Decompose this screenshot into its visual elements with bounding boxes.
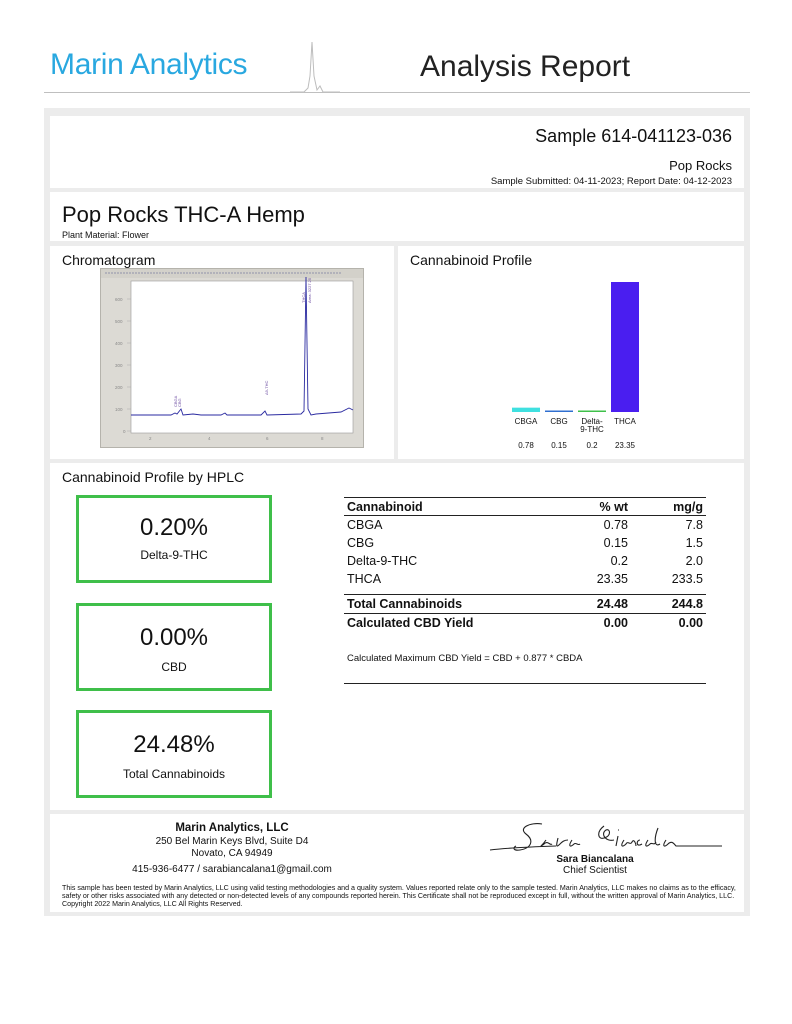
report-title: Analysis Report (420, 50, 631, 83)
category-label: Delta- (581, 417, 603, 426)
product-name: Pop Rocks THC-A Hemp (62, 202, 305, 227)
table-row (344, 534, 706, 552)
total-pct-wt: 24.48 (596, 597, 628, 611)
chromatogram-image (100, 268, 364, 448)
row-mg-g: 7.8 (685, 518, 703, 532)
hplc-panel (50, 463, 744, 810)
row-cannabinoid: THCA (347, 572, 382, 586)
svg-text:400: 400 (115, 341, 123, 346)
svg-text:200: 200 (115, 385, 123, 390)
svg-text:600: 600 (115, 297, 123, 302)
row-mg-g: 233.5 (671, 572, 703, 586)
row-mg-g: 1.5 (685, 536, 703, 550)
cbd-value: 0.00% (139, 624, 209, 651)
row-cannabinoid: CBG (347, 536, 375, 550)
svg-text:2: 2 (149, 436, 152, 441)
disclaimer-text: This sample has been tested by Marin Analytics, LLC using valid testing methodologies and a quality system. Values reported relate only to the sample tested. Marin Analytics, LLC makes no claims as to the efficacy, safety or other risks associated with any detected or non-detected levels of any compounds reported herein. This Certificate shall not be reproduced except in full, without the written approval of Marin Analytics, LLC. Copyright 2022 Marin Analytics, LLC All Rights Reserved. (62, 884, 736, 908)
svg-text:300: 300 (115, 363, 123, 368)
svg-text:THCA: THCA (301, 292, 306, 303)
delta9-thc-box (76, 495, 272, 583)
sample-info-panel (50, 116, 744, 188)
table-row (344, 516, 706, 534)
cbd-yield-formula: Calculated Maximum CBD Yield = CBD + 0.877 * CBDA (347, 653, 583, 664)
bar-cbga (512, 408, 540, 412)
sample-number: Sample 614-041123-036 (535, 126, 732, 146)
delta9-thc-label: Delta-9-THC (140, 548, 208, 562)
svg-text:Area: 3227.25: Area: 3227.25 (307, 277, 312, 303)
hplc-title: Cannabinoid Profile by HPLC (62, 469, 245, 485)
footer-panel (50, 814, 744, 912)
row-pct-wt: 0.15 (603, 536, 628, 550)
header-divider (44, 92, 750, 93)
row-pct-wt: 0.78 (603, 518, 628, 532)
total-mg-g: 244.8 (671, 597, 703, 611)
table-row (344, 570, 706, 588)
plant-material: Plant Material: Flower (62, 230, 150, 240)
cbd-box (76, 603, 272, 691)
svg-text:8: 8 (321, 436, 324, 441)
product-panel (50, 192, 744, 241)
lab-name: Marin Analytics, LLC (175, 822, 289, 834)
profile-chart (398, 246, 744, 459)
yield-pct-wt: 0.00 (603, 616, 628, 630)
row-pct-wt: 0.2 (610, 554, 628, 568)
row-cannabinoid: CBGA (347, 518, 383, 532)
yield-mg-g: 0.00 (678, 616, 703, 630)
profile-title: Cannabinoid Profile (410, 252, 533, 268)
table-bottom-rule (344, 683, 706, 684)
chromatogram-peak-logo (290, 36, 340, 96)
report-frame (44, 108, 750, 916)
table-header-row (344, 497, 706, 516)
cbd-label: CBD (161, 660, 187, 674)
cbd-yield-row (344, 614, 706, 634)
svg-text:4: 4 (208, 436, 211, 441)
svg-text:100: 100 (115, 407, 123, 412)
svg-text:0: 0 (123, 429, 126, 434)
delta9-thc-value: 0.20% (139, 514, 209, 541)
value-label: 23.35 (614, 441, 636, 450)
signer-title: Chief Scientist (563, 865, 627, 876)
header-pct-wt: % wt (599, 500, 628, 514)
total-cannabinoids-row (344, 594, 706, 614)
row-cannabinoid: Delta-9-THC (347, 554, 418, 568)
lab-contact: 415-936-6477 / sarabiancalana1@gmail.com (132, 864, 332, 875)
total-cannabinoids-value: 24.48% (133, 731, 215, 758)
svg-text:500: 500 (115, 319, 123, 324)
svg-text:CBG: CBG (177, 398, 182, 407)
brand-name: Marin Analytics (50, 48, 248, 81)
header-mg-g: mg/g (673, 500, 703, 514)
svg-text:6: 6 (266, 436, 269, 441)
bar-cbg (545, 411, 573, 413)
bar-thca (611, 282, 639, 412)
value-label: 0.15 (551, 441, 567, 450)
value-label: 0.78 (518, 441, 534, 450)
lab-address-line2: Novato, CA 94949 (191, 848, 273, 859)
row-pct-wt: 23.35 (596, 572, 628, 586)
total-cannabinoids-label: Total Cannabinoids (122, 767, 226, 781)
sample-name: Pop Rocks (669, 158, 732, 173)
yield-label: Calculated CBD Yield (347, 616, 474, 630)
category-label: CBGA (514, 417, 538, 426)
lab-address-line1: 250 Bel Marin Keys Blvd, Suite D4 (155, 836, 309, 847)
row-mg-g: 2.0 (685, 554, 703, 568)
svg-text:Δ9-THC: Δ9-THC (264, 380, 269, 395)
cannabinoid-table (344, 497, 706, 664)
bar-delta-9-thc (578, 411, 606, 413)
signer-name: Sara Biancalana (556, 854, 634, 865)
total-label: Total Cannabinoids (347, 597, 463, 611)
chromatogram-title: Chromatogram (62, 252, 156, 268)
value-label: 0.2 (586, 441, 598, 450)
sample-dates: Sample Submitted: 04-11-2023; Report Date: 04-12-2023 (490, 176, 732, 187)
chromatogram-panel (50, 246, 394, 459)
category-label: CBG (550, 417, 568, 426)
svg-text:CBGA: CBGA (173, 395, 178, 407)
header-cannabinoid: Cannabinoid (347, 500, 423, 514)
category-label: 9-THC (580, 425, 604, 434)
cannabinoid-profile-panel (398, 246, 744, 459)
category-label: THCA (614, 417, 636, 426)
total-cannabinoids-box (76, 710, 272, 798)
table-row (344, 552, 706, 570)
